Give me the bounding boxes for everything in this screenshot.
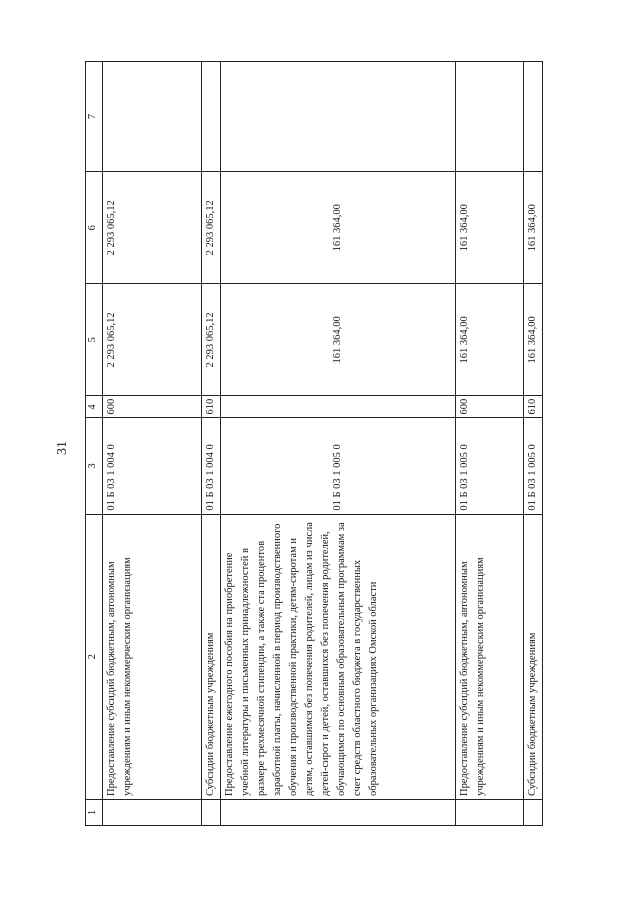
header-cell: 1 [86, 799, 103, 825]
header-cell: 3 [86, 418, 103, 514]
row-number-cell [524, 799, 543, 825]
code-cell: 01 Б 03 1 005 0 [221, 418, 456, 514]
table-row [202, 62, 221, 826]
table-row [524, 62, 543, 826]
type-cell: 610 [202, 396, 221, 418]
amount-cell: 2 293 065,12 [202, 284, 221, 396]
amount-cell: 161 364,00 [456, 284, 524, 396]
type-cell: 610 [524, 396, 543, 418]
code-cell: 01 Б 03 1 004 0 [202, 418, 221, 514]
amount-cell: 2 293 065,12 [202, 172, 221, 284]
rotated-table-block [85, 61, 538, 826]
row-number-cell [202, 799, 221, 825]
description-cell: Предоставление ежегодного пособия на приобретение учебной литературы и письменных принадлежностей в размере трехмесячной стипендии, а также ста процентов заработной платы, начисленной в период производственного обучения и производственной практики, детям-сиротам и детям, оставшимся без попечения родителей, лицам из числа детей-сирот и детей, оставшихся без попечения родителей, обучающимся по основным образовательным программам за счет средств областного бюджета в государственных образовательных организациях Омской области [221, 514, 456, 799]
type-cell: 600 [103, 396, 202, 418]
page-number: 31 [55, 441, 70, 455]
type-cell: 600 [456, 396, 524, 418]
amount-cell: 161 364,00 [524, 284, 543, 396]
description-cell: Субсидии бюджетным учреждениям [202, 514, 221, 799]
table-row [221, 62, 456, 826]
table-row [456, 62, 524, 826]
amount-cell: 161 364,00 [524, 172, 543, 284]
code-cell: 01 Б 03 1 005 0 [456, 418, 524, 514]
header-cell: 7 [86, 62, 103, 172]
header-cell: 2 [86, 514, 103, 799]
header-cell: 5 [86, 284, 103, 396]
amount-cell: 2 293 065,12 [103, 172, 202, 284]
header-cell: 4 [86, 396, 103, 418]
table-row [103, 62, 202, 826]
amount-cell: 161 364,00 [221, 172, 456, 284]
row-number-cell [456, 799, 524, 825]
row-number-cell [103, 799, 202, 825]
amount-cell: 161 364,00 [456, 172, 524, 284]
budget-table [85, 61, 543, 826]
type-cell [221, 396, 456, 418]
description-cell: Предоставление субсидий бюджетным, автономным учреждениям и иным некоммерческим организациям [103, 514, 202, 799]
amount-cell: 161 364,00 [221, 284, 456, 396]
code-cell: 01 Б 03 1 004 0 [103, 418, 202, 514]
row-number-cell [221, 799, 456, 825]
empty-cell [202, 62, 221, 172]
empty-cell [524, 62, 543, 172]
header-cell: 6 [86, 172, 103, 284]
code-cell: 01 Б 03 1 005 0 [524, 418, 543, 514]
description-cell: Предоставление субсидий бюджетным, автономным учреждениям и иным некоммерческим организациям [456, 514, 524, 799]
empty-cell [456, 62, 524, 172]
header-row [86, 62, 103, 826]
description-cell: Субсидии бюджетным учреждениям [524, 514, 543, 799]
amount-cell: 2 293 065,12 [103, 284, 202, 396]
empty-cell [103, 62, 202, 172]
empty-cell [221, 62, 456, 172]
